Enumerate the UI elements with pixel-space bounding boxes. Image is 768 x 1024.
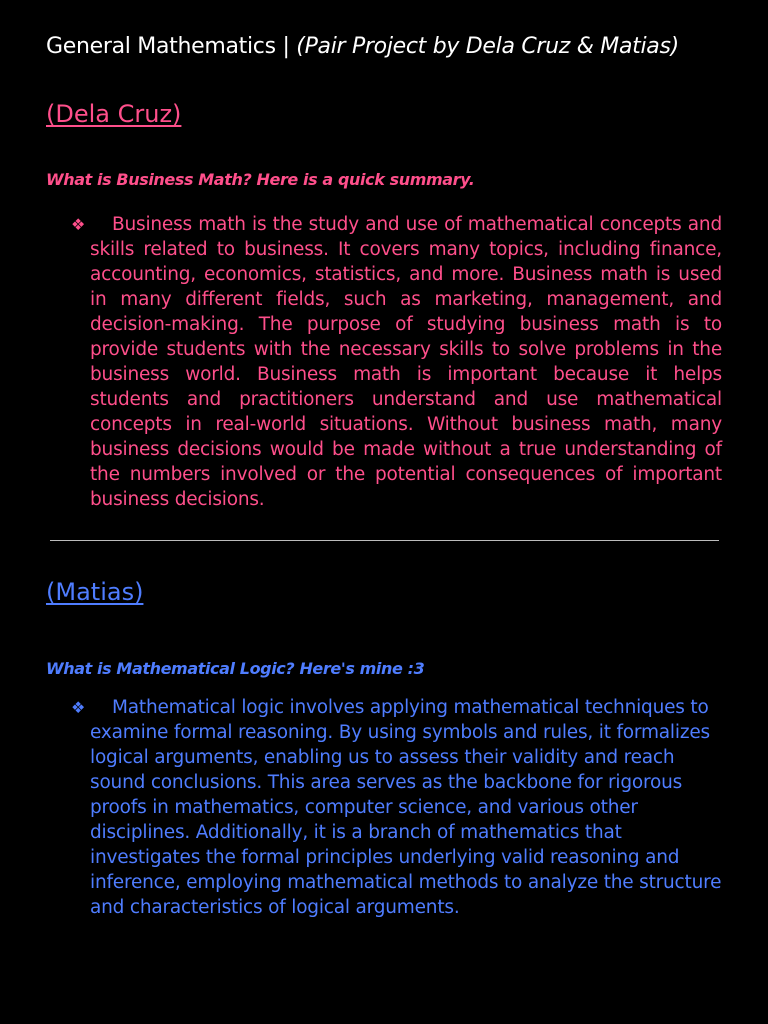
page-title-italic: (Pair Project by Dela Cruz & Matias): [296, 34, 679, 59]
section-heading-dela-cruz: (Dela Cruz): [46, 100, 182, 128]
diamond-bullet-icon: ❖: [71, 215, 86, 234]
paragraph-business-math-text: Business math is the study and use of mathematical concepts and skills related to business. It covers many topics, including finance, accounting, economics, statistics, and more. Business math is used in many different fields, such as marketing, management, and decision-making. The purpose of studying business math is to provide students with the necessary skills to solve problems in the business world. Business math is important because it helps students and practitioners understand and use mathematical concepts in real-world situations. Without business math, many business decisions would be made without a true understanding of the numbers involved or the potential consequences of important business decisions.: [90, 214, 722, 510]
section-divider: [50, 540, 719, 541]
question-mathematical-logic: What is Mathematical Logic? Here's mine :3: [46, 659, 425, 678]
paragraph-business-math: [90, 212, 722, 512]
question-business-math: What is Business Math? Here is a quick summary.: [46, 170, 475, 189]
section-heading-matias: (Matias): [46, 578, 144, 606]
paragraph-mathematical-logic-text: Mathematical logic involves applying mathematical techniques to examine formal reasoning. By using symbols and rules, it formalizes logical arguments, enabling us to assess their validity and reach sound conclusions. This area serves as the backbone for rigorous proofs in mathematics, computer science, and various other disciplines. Additionally, it is a branch of mathematics that investigates the formal principles underlying valid reasoning and inference, employing mathematical methods to analyze the structure and characteristics of logical arguments.: [90, 697, 722, 918]
page-title: [46, 34, 679, 59]
page-title-plain: General Mathematics |: [46, 34, 297, 59]
paragraph-mathematical-logic: [90, 695, 722, 920]
diamond-bullet-icon: ❖: [71, 698, 86, 717]
